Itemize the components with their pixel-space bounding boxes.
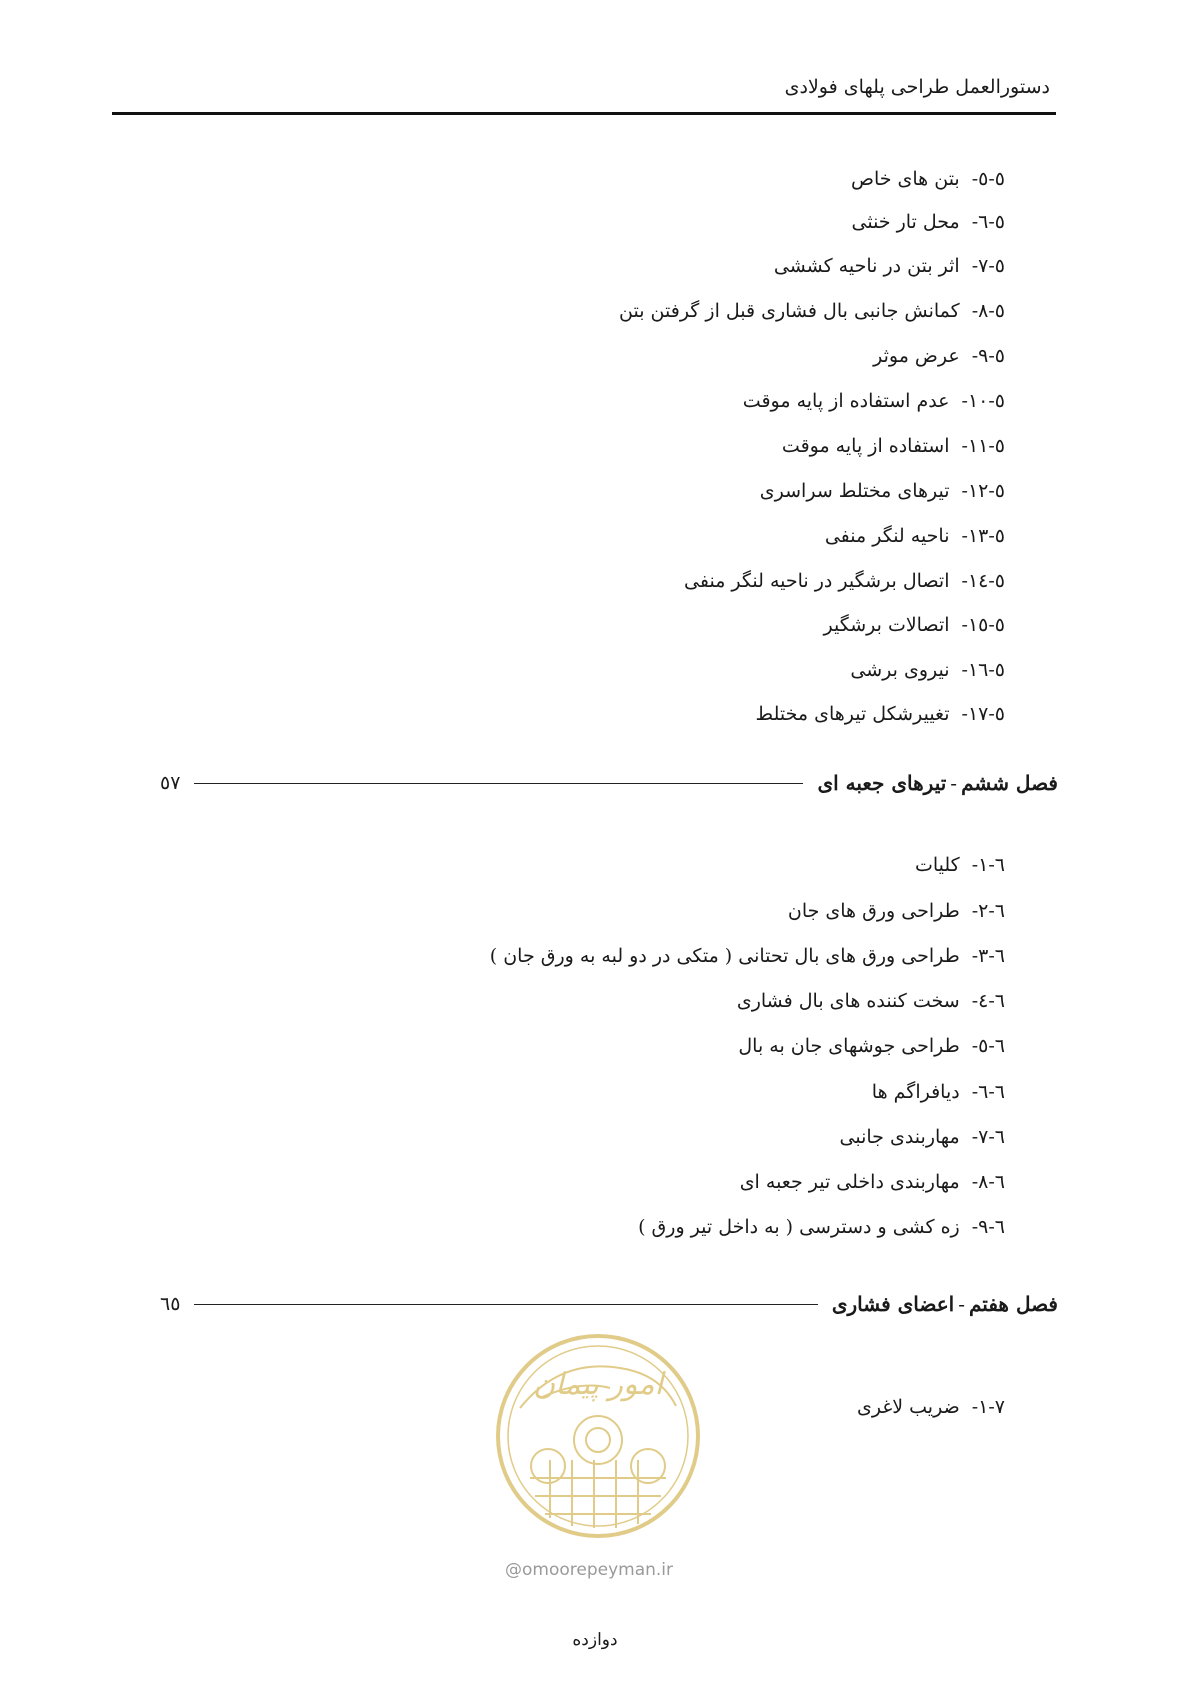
toc-item-number: ٥-٥- <box>971 168 1005 190</box>
toc-item <box>850 658 1005 682</box>
chapter-page-number: ٥٧ <box>160 772 181 794</box>
toc-item-number: ٥-١٦- <box>961 659 1005 681</box>
chapter-separator: - <box>958 1292 965 1316</box>
toc-item-number: ٦-٦- <box>971 1081 1005 1103</box>
toc-item-title: بتن های خاص <box>850 168 960 190</box>
toc-item-title: طراحی جوشهای جان به بال <box>738 1035 960 1057</box>
toc-item-title: سخت کننده های بال فشاری <box>736 990 960 1012</box>
chapter-separator: - <box>950 771 958 795</box>
toc-item-title: عدم استفاده از پایه موقت <box>742 390 950 412</box>
toc-item <box>857 1395 1005 1419</box>
watermark-url: @omoorepeyman.ir <box>505 1560 674 1580</box>
toc-item-title: اتصالات برشگیر <box>823 614 950 636</box>
toc-item-number: ٥-١١- <box>961 435 1005 457</box>
toc-item-title: دیافراگم ها <box>871 1081 960 1103</box>
watermark-stamp-logo <box>490 1328 706 1544</box>
toc-item-number: ٥-١٥- <box>961 614 1005 636</box>
toc-item <box>840 1125 1005 1149</box>
toc-item-title: تغییرشکل تیرهای مختلط <box>755 703 950 725</box>
toc-item-title: محل تار خنثی <box>851 211 960 233</box>
toc-item <box>873 344 1005 368</box>
toc-item <box>638 1215 1005 1239</box>
toc-item <box>825 524 1005 548</box>
toc-item-title: زه کشی و دسترسی ( به داخل تیر ورق ) <box>638 1216 960 1238</box>
toc-item <box>619 299 1005 323</box>
header-rule <box>112 112 1056 115</box>
toc-item-number: ٧-١- <box>971 1396 1005 1418</box>
toc-item-title: نیروی برشی <box>850 659 950 681</box>
toc-item <box>774 254 1005 278</box>
toc-item <box>738 1034 1005 1058</box>
toc-item <box>782 434 1005 458</box>
chapter-heading <box>160 1292 1058 1316</box>
toc-item <box>788 899 1005 923</box>
chapter-title: اعضای فشاری <box>831 1292 955 1316</box>
toc-item-title: کمانش جانبی بال فشاری قبل از گرفتن بتن <box>619 300 960 322</box>
toc-item-number: ٥-١٣- <box>961 525 1005 547</box>
toc-item-title: ناحیه لنگر منفی <box>824 525 950 547</box>
chapter-name: فصل هفتم <box>968 1292 1058 1316</box>
toc-item-number: ٦-٧- <box>971 1126 1005 1148</box>
toc-item-title: اتصال برشگیر در ناحیه لنگر منفی <box>684 570 950 592</box>
chapter-page-number: ٦٥ <box>160 1293 181 1315</box>
toc-item-number: ٦-٨- <box>971 1171 1005 1193</box>
toc-item-number: ٦-٩- <box>971 1216 1005 1238</box>
toc-item-number: ٦-٤- <box>971 990 1005 1012</box>
toc-item-number: ٥-١٧- <box>961 703 1005 725</box>
toc-item <box>684 569 1005 593</box>
toc-item <box>824 613 1005 637</box>
toc-item-title: مهاربندی جانبی <box>839 1126 960 1148</box>
toc-item <box>740 1170 1005 1194</box>
toc-item-number: ٦-٥- <box>971 1035 1005 1057</box>
toc-item-title: تیرهای مختلط سراسری <box>759 480 950 502</box>
toc-item-number: ٦-١- <box>971 854 1005 876</box>
chapter-name: فصل ششم <box>961 771 1058 795</box>
leader-line <box>194 1304 817 1305</box>
chapter-title: تیرهای جعبه ای <box>817 771 947 795</box>
toc-item-title: طراحی ورق های بال تحتانی ( متکی در دو لبه به ورق جان ) <box>489 945 960 967</box>
toc-item-title: طراحی ورق های جان <box>787 900 960 922</box>
toc-item <box>737 989 1005 1013</box>
toc-item-title: اثر بتن در ناحیه کششی <box>773 255 960 277</box>
toc-item <box>743 389 1005 413</box>
toc-item-number: ٦-٢- <box>971 900 1005 922</box>
toc-item-number: ٥-١٠- <box>961 390 1005 412</box>
toc-item-number: ٦-٣- <box>971 945 1005 967</box>
toc-item-title: استفاده از پایه موقت <box>781 435 950 457</box>
toc-item-number: ٥-١٤- <box>961 570 1005 592</box>
toc-item <box>872 1080 1005 1104</box>
toc-item <box>851 167 1005 191</box>
toc-item-title: عرض موثر <box>873 345 960 367</box>
chapter-heading <box>160 771 1058 795</box>
toc-item <box>490 944 1005 968</box>
toc-item <box>760 479 1005 503</box>
toc-item-title: ضریب لاغری <box>856 1396 960 1418</box>
toc-item <box>915 853 1005 877</box>
toc-item-number: ٥-٧- <box>971 255 1005 277</box>
toc-item-number: ٥-٨- <box>971 300 1005 322</box>
svg-text:امور پیمان: امور پیمان <box>533 1367 663 1402</box>
toc-item-title: مهاربندی داخلی تیر جعبه ای <box>739 1171 960 1193</box>
toc-item-number: ٥-١٢- <box>961 480 1005 502</box>
toc-item-title: کلیات <box>914 854 960 876</box>
toc-item <box>852 210 1006 234</box>
toc-item <box>756 702 1005 726</box>
toc-item-number: ٥-٦- <box>971 211 1005 233</box>
running-header: دستورالعمل طراحی پلهای فولادی <box>784 76 1050 98</box>
toc-item-number: ٥-٩- <box>971 345 1005 367</box>
leader-line <box>194 783 803 784</box>
page-number: دوازده <box>572 1630 618 1650</box>
